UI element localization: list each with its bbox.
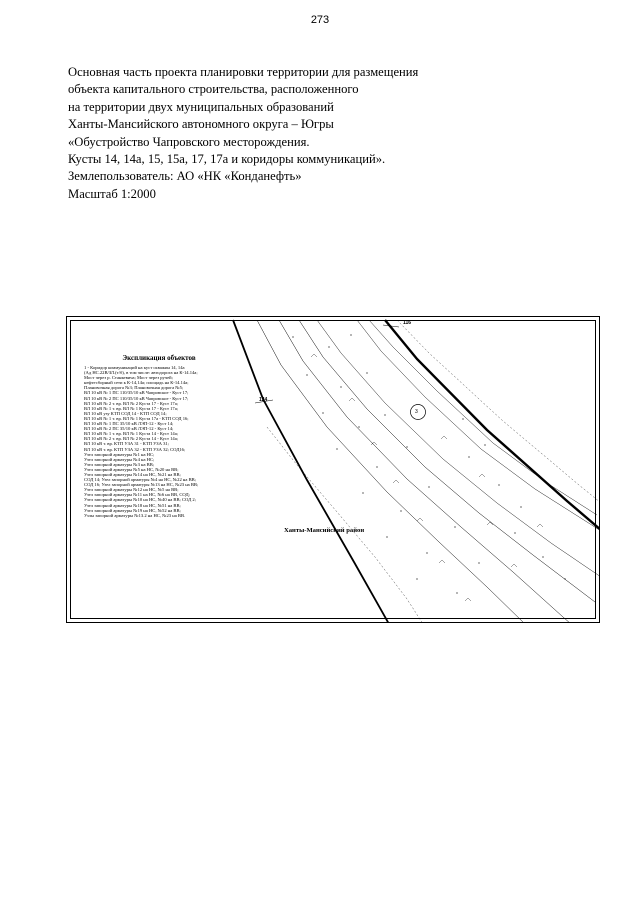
header-line: Основная часть проекта планировки территории для размещения	[68, 65, 419, 79]
legend-item: Узел запорной арматуры №12 на НС, №5 на ВВ;	[84, 487, 179, 493]
legend-item: Узел запорной арматуры №3 на ВВ;	[84, 461, 155, 467]
legend-item: СОД 14; Узел запорной арматуры №4 на НС, №22 на ВВ;	[84, 477, 196, 483]
legend-item: ВЛ 10 кВ № 1 т. вр. ВЛ № 1 Куста 14 - Куст 14а;	[84, 431, 179, 437]
header-line: на территории двух муниципальных образований	[68, 99, 334, 114]
header-line: Кусты 14, 14а, 15, 15а, 17, 17а и коридоры коммуникаций».	[68, 152, 386, 167]
tree-symbols	[311, 354, 543, 601]
header-line: Ханты-Мансийского автономного округа – Югры	[68, 117, 334, 132]
legend-item: ВЛ 10 кВ т. вр. КТП УЗА 32 - КТП УЗА 32; СОД16;	[84, 446, 186, 452]
legend-item: Мост через р. Станкевича; Мост через ручей;	[84, 375, 173, 381]
legend-item: ВЛ 10 кВ № 2 ПС 110/35/10 кВ Чапровское - Куст 17;	[84, 395, 189, 401]
corridor-line	[257, 320, 525, 623]
header-line: объекта капитального строительства, расположенного	[68, 82, 359, 97]
corridor-line	[369, 320, 597, 515]
legend-title: Экспликация объектов	[122, 354, 196, 362]
legend-item: ВЛ 10 кВ № 2 т. вр. ВЛ № 2 Куста 17 - Куст 17а;	[84, 400, 179, 406]
legend-item: ВЛ 10 кВ № 1 т. вр. ВЛ № 1 Куста 17а - КТП СОД 16;	[84, 415, 189, 421]
legend-item: СОД 16; Узел запорной арматуры №13 на НС, №23 на ВВ;	[84, 482, 199, 488]
header-line: «Обустройство Чапровского месторождения.	[68, 134, 310, 149]
map-point-label: 124	[259, 397, 268, 403]
legend-item: нефтесборный сети к К-14,14а; площадь на К-14.14а;	[84, 380, 189, 386]
header-line: Масштаб 1:2000	[68, 186, 156, 201]
corridor-line	[397, 320, 600, 503]
legend-item: Узел запорной арматуры №11 на НС, №6 на ВВ, СОД;	[84, 492, 190, 498]
legend-item: (Ад НС.22В/ЗЛ.(т/б), в том числе: автодорога на К-14.14а;	[84, 370, 198, 376]
legend-item: ВЛ 10 кВ № 1 ПС 35/10 кВ ЛЭП-12 - Куст 14;	[84, 421, 174, 427]
legend-item: ВЛ 10 кВ № 1 ПС 110/35/10 кВ Чапровское - Куст 17;	[84, 390, 189, 396]
map-point-label: 116	[403, 320, 412, 326]
legend	[84, 354, 284, 518]
legend-item: 1 - Коридор коммуникаций на куст скважин 14, 14а	[84, 365, 185, 370]
page-number: 273	[310, 14, 330, 26]
planning-map	[66, 316, 600, 623]
header-line: Землепользователь: АО «НК «Конданефть»	[68, 169, 302, 184]
legend-item: ВЛ 10 кВ № 2 ПС 35/10 кВ ЛЭП-12 - Куст 14;	[84, 426, 174, 432]
document-header	[68, 64, 608, 203]
legend-item: Узел запорной арматуры №4 на НС;	[84, 456, 155, 462]
legend-item: ВЛ 10 кВ т. вр. КТП УЗА 31 - КТП УЗА 31;	[84, 441, 169, 447]
legend-item: Узел запорной арматуры №5 на НС, №20 на ВВ;	[84, 466, 179, 472]
district-label: Ханты-Мансийский район	[284, 527, 365, 534]
legend-item: ВЛ 10 кВ № 1 т. вр. ВЛ № 1 Куста 17 - Куст 17а;	[84, 405, 179, 411]
legend-item: Узел запорной арматуры №19 на НС, №52 на ВВ;	[84, 507, 181, 513]
legend-item: ВЛ 10 кВ № 2 т. вр. ВЛ № 2 Куста 14 - Куст 14а;	[84, 436, 179, 442]
legend-item: Узел запорной арматуры №14 на НС, №21 на ВВ;	[84, 471, 181, 477]
corridor-line	[267, 427, 423, 623]
legend-item: Плановочная дорога №3; Плановочная дорога №5;	[84, 385, 184, 391]
legend-item: ВЛ 10 кВ узу КТП СОД 14 - КТП СОД 14;	[84, 410, 167, 416]
legend-item: Узел запорной арматуры №1 на НС;	[84, 451, 155, 457]
legend-item: Узел запорной арматуры №18 на НС, №51 на ВВ;	[84, 502, 181, 508]
legend-item: Узел запорной арматуры №10 на НС, №40 на ВВ; СОД 2;	[84, 497, 196, 503]
object-number-label: 3	[415, 409, 418, 415]
object-marker	[411, 405, 426, 420]
legend-item: Узлы запорной арматуры №13.2 на НС, №23 на ВВ.	[84, 512, 186, 518]
corridor-boundary-right	[385, 320, 600, 530]
